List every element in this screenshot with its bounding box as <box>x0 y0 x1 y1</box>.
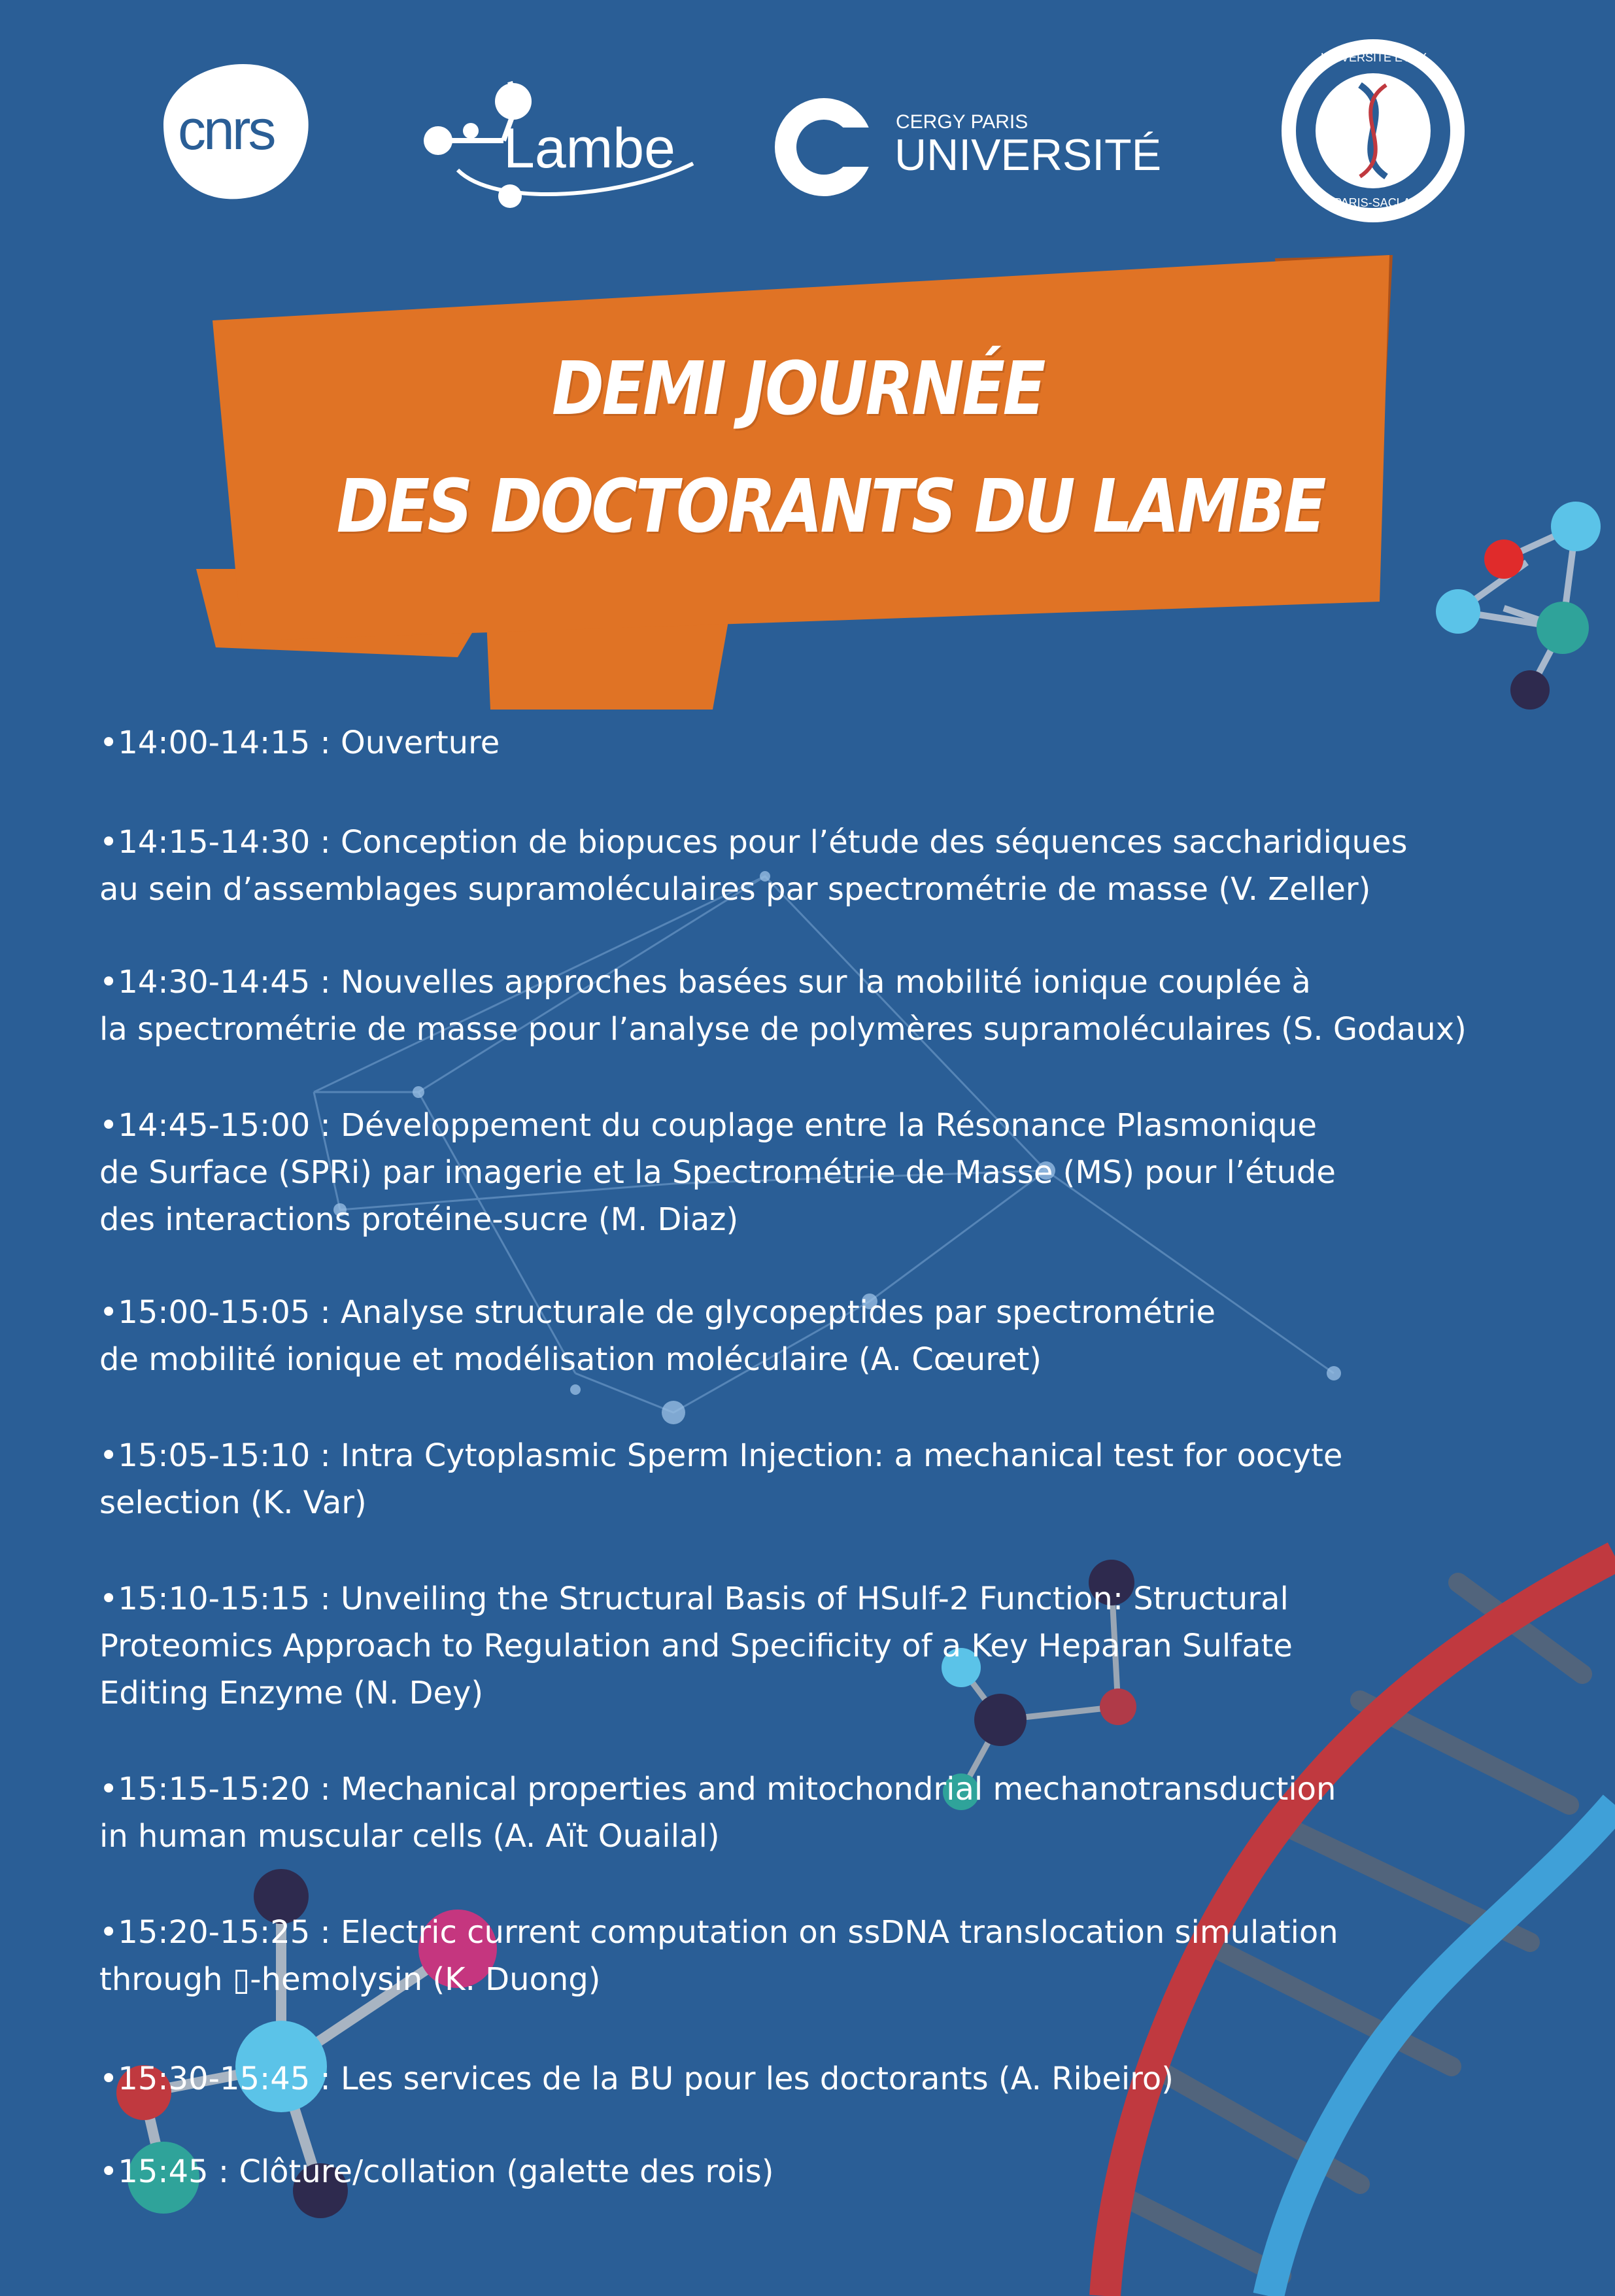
program-item-text: la spectrométrie de masse pour l’analyse de polymères supramoléculaires (S. Godaux) <box>99 1011 1467 1048</box>
program-item-first-line <box>99 2055 1577 2102</box>
cy-logo-bottom-text: UNIVERSITÉ <box>894 130 1162 180</box>
program-item-first-line <box>99 1575 1577 1622</box>
program-item-text: Intra Cytoplasmic Sperm Injection: a mechanical test for oocyte <box>340 1437 1343 1474</box>
program-item-line <box>99 1149 1577 1196</box>
title-line-1: DEMI JOURNÉE <box>551 347 1044 432</box>
program-item <box>99 1575 1577 1717</box>
program-item-time: •15:30-15:45 : <box>99 2061 341 2097</box>
program-item <box>99 1102 1577 1243</box>
program-item-first-line <box>99 1909 1577 1956</box>
program-item-first-line <box>99 819 1577 866</box>
program-item-time: •14:00-14:15 : <box>99 725 341 761</box>
program-item-first-line <box>99 2148 1577 2195</box>
program-item-line <box>99 1670 1577 1717</box>
evry-seal-graphic <box>1282 39 1465 222</box>
program-item <box>99 1432 1577 1526</box>
program-item-first-line <box>99 959 1577 1006</box>
program-list <box>99 719 1577 2195</box>
program-item-time: •14:30-14:45 : <box>99 964 341 1001</box>
program-item-text: de mobilité ionique et modélisation moléculaire (A. Cœuret) <box>99 1341 1042 1378</box>
program-item <box>99 2148 1577 2195</box>
program-item-line <box>99 1813 1577 1860</box>
program-item-text: Nouvelles approches basées sur la mobilité ionique couplée à <box>340 964 1311 1001</box>
program-item <box>99 2055 1577 2102</box>
program-item-text: des interactions protéine-sucre (M. Diaz) <box>99 1201 739 1238</box>
program-item <box>99 719 1577 766</box>
program-item-text: Ouverture <box>340 725 500 761</box>
program-item <box>99 1909 1577 2003</box>
title <box>262 330 1334 566</box>
program-item-time: •15:00-15:05 : <box>99 1294 341 1331</box>
program-item-first-line <box>99 1102 1577 1149</box>
program-item-text: Electric current computation on ssDNA translocation simulation <box>340 1914 1338 1951</box>
program-item-first-line <box>99 1289 1577 1336</box>
program-item-text: Les services de la BU pour les doctorants (A. Ribeiro) <box>340 2061 1174 2097</box>
program-item-text: Unveiling the Structural Basis of HSulf-2 Function: Structural <box>340 1581 1289 1617</box>
program-item-text: Clôture/collation (galette des rois) <box>239 2153 774 2190</box>
program-item-text: through ▯-hemolysin (K. Duong) <box>99 1961 601 1998</box>
program-item <box>99 1766 1577 1860</box>
program-item-text: Editing Enzyme (N. Dey) <box>99 1675 484 1711</box>
program-item-first-line <box>99 719 1577 766</box>
program-item-text: au sein d’assemblages supramoléculaires par spectrométrie de masse (V. Zeller) <box>99 871 1371 908</box>
program-item <box>99 1289 1577 1383</box>
program-item-text: in human muscular cells (A. Aït Ouailal) <box>99 1818 720 1855</box>
program-item-first-line <box>99 1766 1577 1813</box>
evry-seal-bottom-text: PARIS-SACLAY <box>1334 196 1418 209</box>
program-item-line <box>99 1336 1577 1383</box>
program-item-first-line <box>99 1432 1577 1479</box>
program-item-text: Proteomics Approach to Regulation and Specificity of a Key Heparan Sulfate <box>99 1628 1293 1664</box>
program-item-text: selection (K. Var) <box>99 1484 367 1521</box>
program-item-time: •15:45 : <box>99 2153 239 2190</box>
program-item-line <box>99 1956 1577 2003</box>
program-item-time: •14:15-14:30 : <box>99 824 341 861</box>
program-item-time: •15:15-15:20 : <box>99 1771 341 1808</box>
cy-logo-top-text: CERGY PARIS <box>896 111 1028 133</box>
cy-logo-graphic <box>775 98 879 196</box>
program-item-text: Conception de biopuces pour l’étude des séquences saccharidiques <box>340 824 1408 861</box>
program-item-line <box>99 1479 1577 1526</box>
title-line-2: DES DOCTORANTS DU LAMBE <box>336 464 1325 549</box>
program-item-line <box>99 1196 1577 1243</box>
program-item-text: Mechanical properties and mitochondrial mechanotransduction <box>340 1771 1336 1808</box>
program-item-line <box>99 1622 1577 1670</box>
program-item-text: Analyse structurale de glycopeptides par spectrométrie <box>340 1294 1216 1331</box>
program-item-time: •15:05-15:10 : <box>99 1437 341 1474</box>
molecule-top-right <box>1436 502 1601 710</box>
program-item-time: •15:20-15:25 : <box>99 1914 341 1951</box>
program-item-text: de Surface (SPRi) par imagerie et la Spectrométrie de Masse (MS) pour l’étude <box>99 1154 1336 1191</box>
program-item-text: Développement du couplage entre la Résonance Plasmonique <box>340 1107 1317 1144</box>
program-item <box>99 959 1577 1053</box>
cnrs-logo-text: cnrs <box>178 99 274 162</box>
program-item <box>99 819 1577 913</box>
program-item-time: •15:10-15:15 : <box>99 1581 341 1617</box>
lambe-logo-text: Lambe <box>503 117 675 180</box>
program-item-line <box>99 1006 1577 1053</box>
evry-seal-top-text: UNIVERSITÉ ÉVRY <box>1321 51 1427 64</box>
program-item-line <box>99 866 1577 913</box>
program-item-time: •14:45-15:00 : <box>99 1107 341 1144</box>
